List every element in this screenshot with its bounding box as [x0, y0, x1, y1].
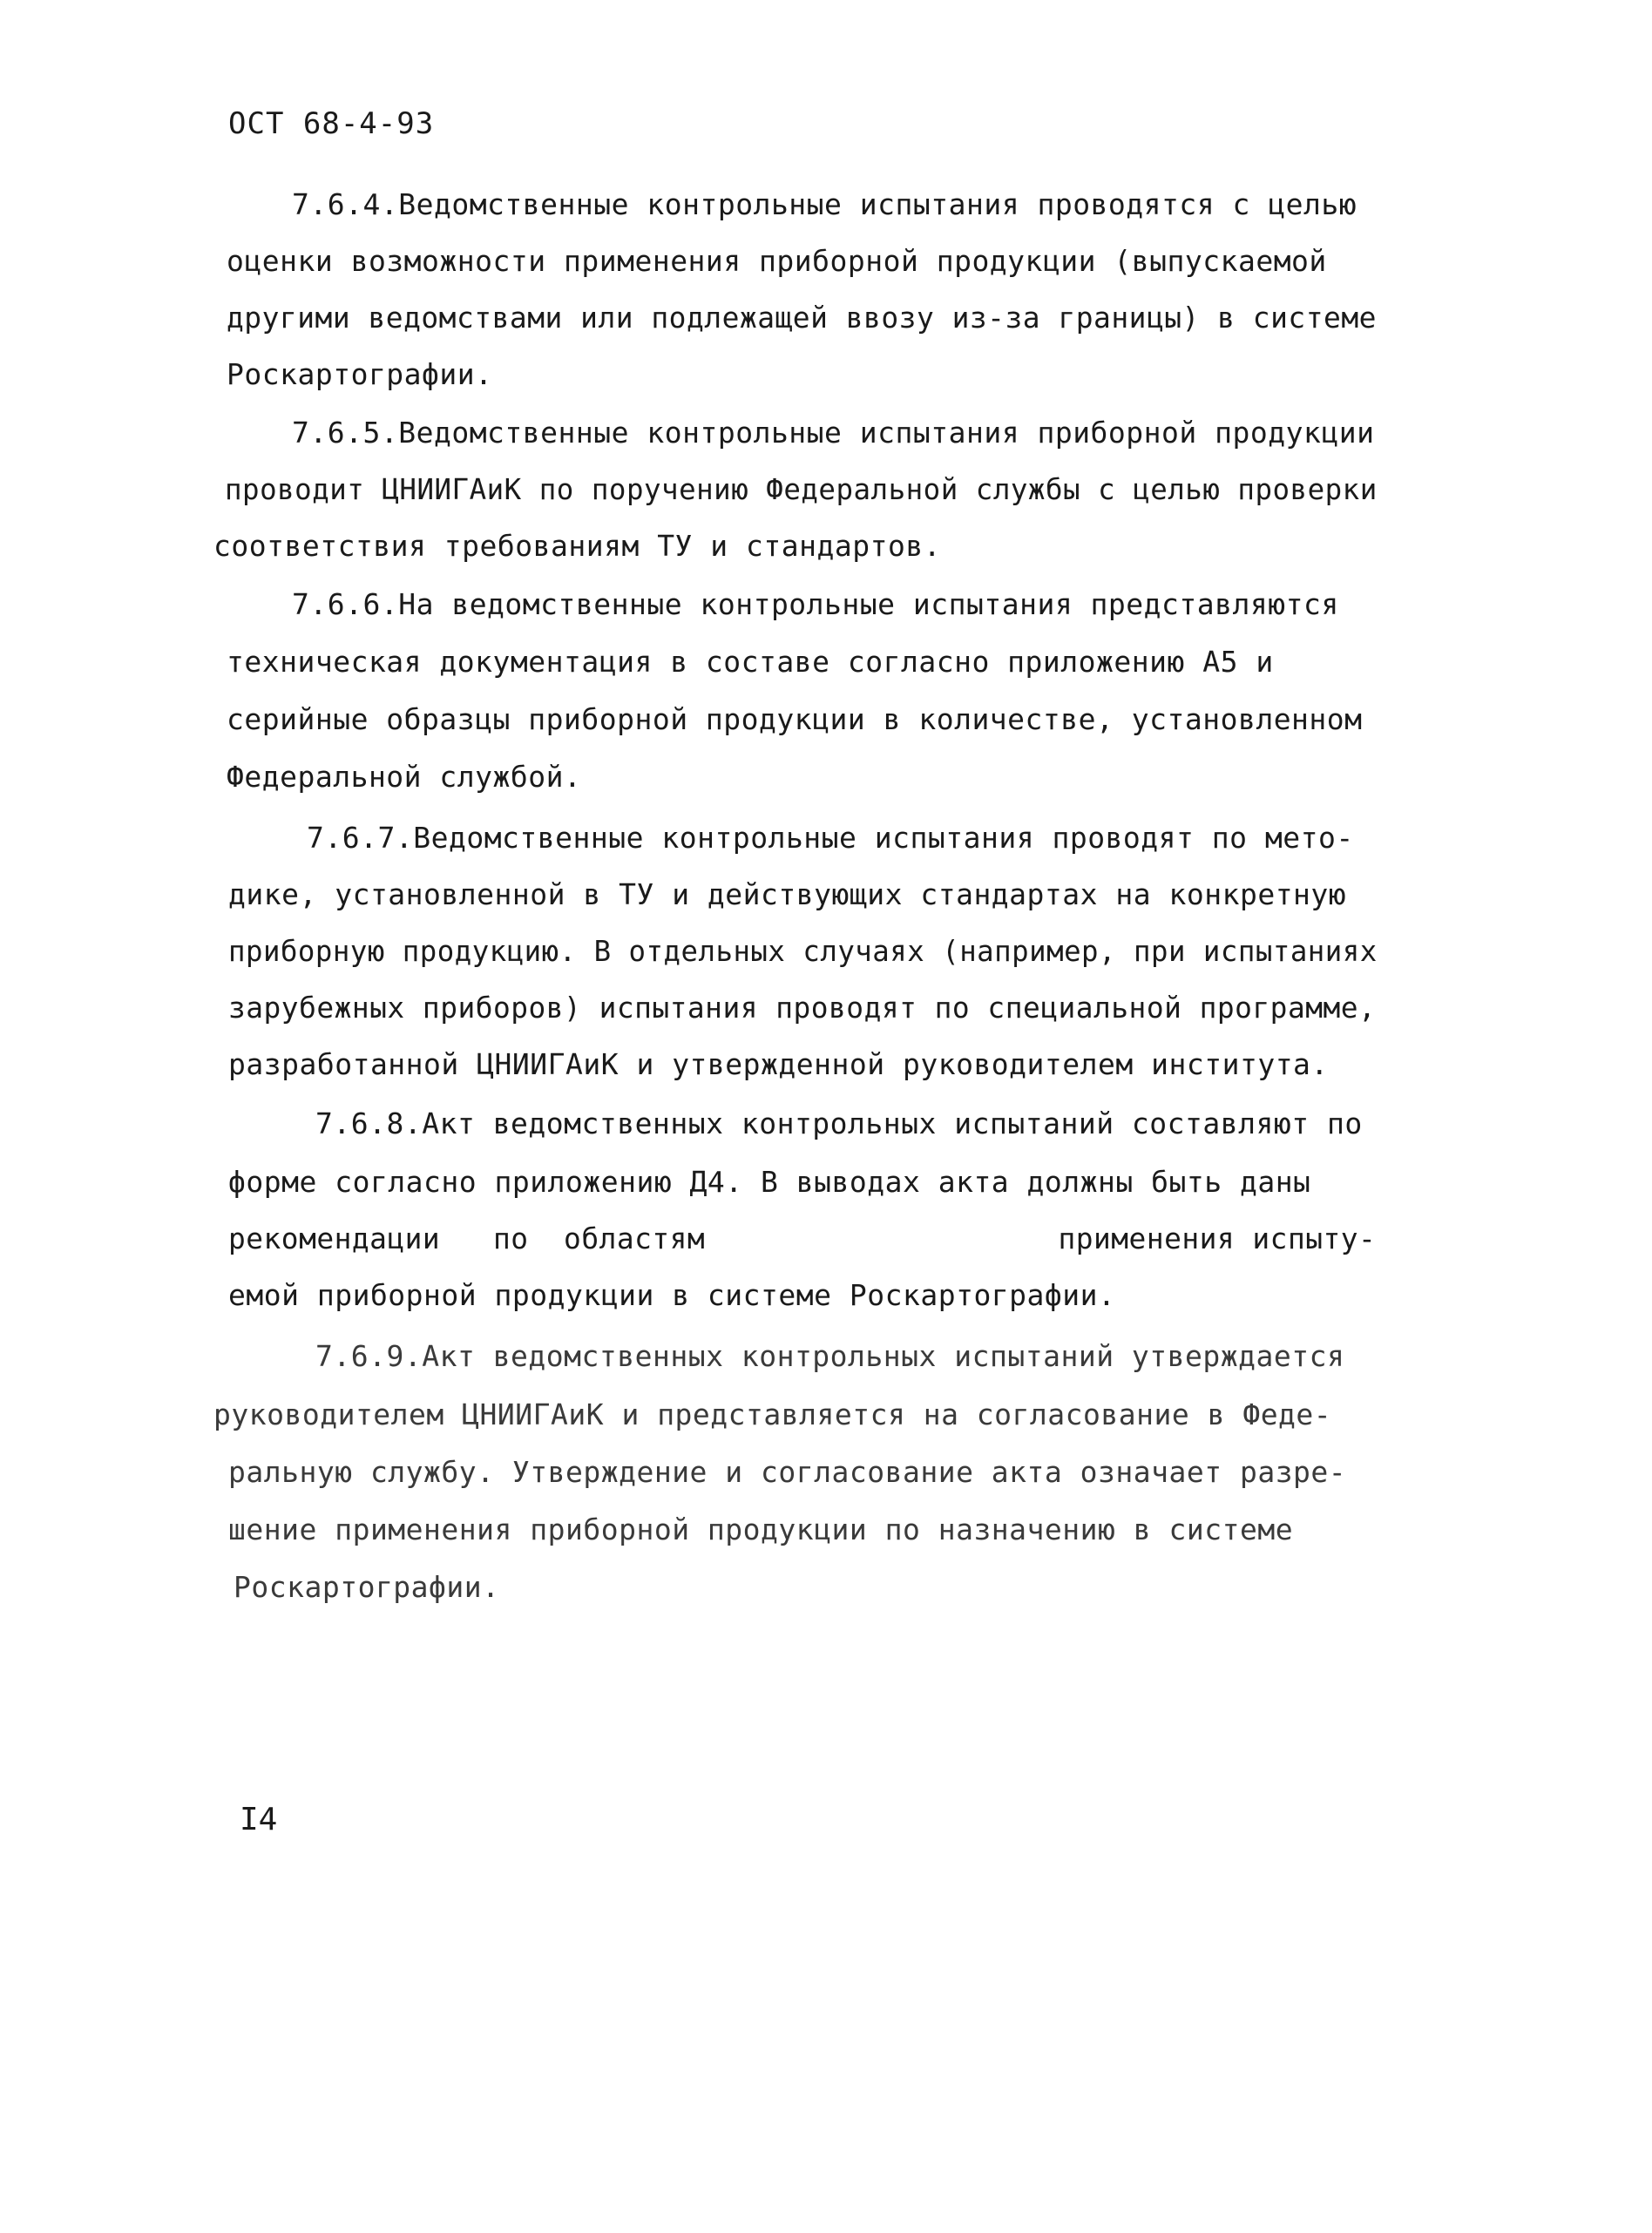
- section-7-6-4-line-2: оценки возможности применения приборной продукции (выпускаемой: [227, 244, 1327, 278]
- document-code: ОСТ 68-4-93: [228, 106, 435, 141]
- section-7-6-8-line-1: [315, 1105, 1363, 1143]
- section-number: 7.6.4.: [292, 187, 399, 221]
- paragraph-text: Акт ведомственных контрольных испытаний утверждается: [422, 1339, 1345, 1373]
- section-7-6-8-line-3: рекомендации по областям применения испыту-: [228, 1221, 1377, 1255]
- section-7-6-8-line-2: форме согласно приложению Д4. В выводах акта должны быть даны: [228, 1165, 1311, 1199]
- section-7-6-6-line-4: Федеральной службой.: [227, 760, 582, 794]
- section-7-6-9-line-3: ральную службу. Утверждение и согласование акта означает разре-: [228, 1455, 1347, 1489]
- paragraph-text: Ведомственные контрольные испытания проводят по мето-: [413, 821, 1354, 855]
- section-7-6-5-line-1: [292, 414, 1374, 452]
- section-7-6-4-line-4: Роскартографии.: [227, 357, 493, 391]
- section-number: 7.6.7.: [307, 821, 414, 855]
- section-7-6-6-line-3: серийные образцы приборной продукции в количестве, установленном: [227, 702, 1363, 736]
- paragraph-text: Акт ведомственных контрольных испытаний составляют по: [422, 1106, 1363, 1140]
- paragraph-text: На ведомственные контрольные испытания представляются: [398, 587, 1339, 621]
- section-7-6-7-line-4: зарубежных приборов) испытания проводят по специальной программе,: [228, 991, 1377, 1025]
- section-7-6-9-line-2: руководителем ЦНИИГАиК и представляется на согласование в Феде-: [213, 1397, 1332, 1431]
- paragraph-text: Ведомственные контрольные испытания проводятся с целью: [398, 187, 1357, 221]
- section-7-6-7-line-2: дике, установленной в ТУ и действующих стандартах на конкретную: [228, 877, 1347, 911]
- section-7-6-4-line-3: другими ведомствами или подлежащей ввозу из-за границы) в системе: [227, 301, 1377, 335]
- section-7-6-7-line-1: [307, 819, 1354, 857]
- section-7-6-9-line-5: Роскартографии.: [234, 1570, 500, 1604]
- page-number: I4: [240, 1802, 278, 1837]
- section-7-6-9-line-1: [315, 1337, 1344, 1376]
- section-number: 7.6.8.: [315, 1106, 423, 1140]
- section-7-6-7-line-5: разработанной ЦНИИГАиК и утвержденной руководителем института.: [228, 1047, 1329, 1081]
- section-7-6-5-line-3: соответствия требованиям ТУ и стандартов.: [213, 529, 942, 563]
- section-7-6-6-line-2: техническая документация в составе согласно приложению А5 и: [227, 645, 1274, 679]
- section-7-6-8-line-4: емой приборной продукции в системе Роскартографии.: [228, 1278, 1116, 1312]
- section-number: 7.6.6.: [292, 587, 399, 621]
- section-7-6-5-line-2: проводит ЦНИИГАиК по поручению Федеральной службы с целью проверки: [225, 472, 1378, 506]
- section-7-6-4-line-1: [292, 186, 1357, 224]
- section-7-6-6-line-1: [292, 585, 1339, 624]
- section-7-6-7-line-3: приборную продукцию. В отдельных случаях (например, при испытаниях: [228, 934, 1378, 968]
- paragraph-text: Ведомственные контрольные испытания приборной продукции: [398, 416, 1375, 450]
- section-7-6-9-line-4: шение применения приборной продукции по назначению в системе: [228, 1512, 1294, 1546]
- section-number: 7.6.5.: [292, 416, 399, 450]
- section-number: 7.6.9.: [315, 1339, 423, 1373]
